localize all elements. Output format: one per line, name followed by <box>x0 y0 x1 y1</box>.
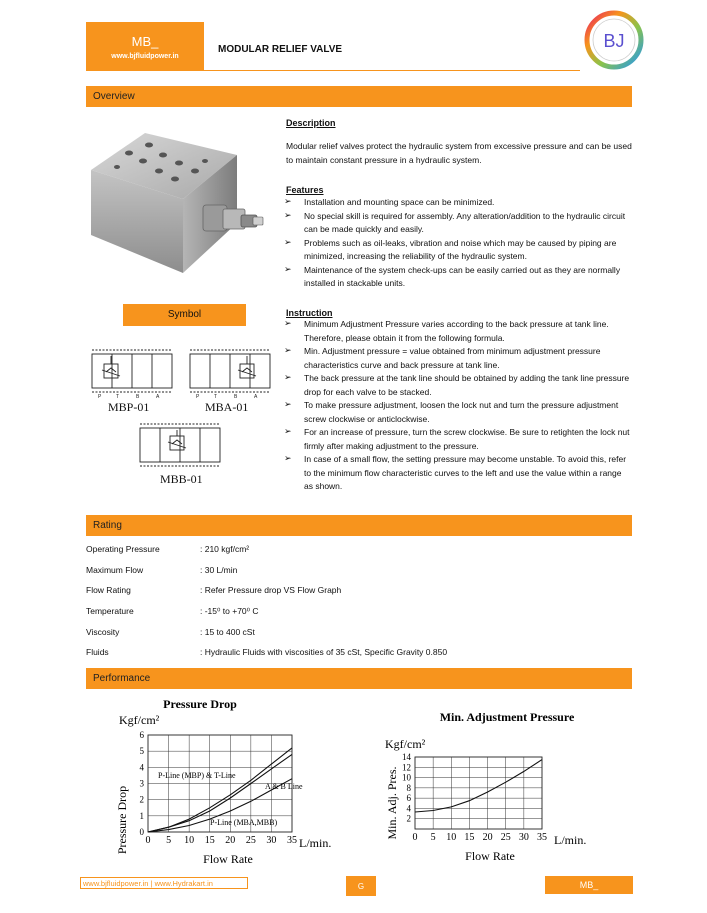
chart-annotation: A & B Line <box>265 782 303 791</box>
chart-title: Pressure Drop <box>163 697 237 711</box>
features-block <box>286 185 632 291</box>
y-tick-label: 5 <box>139 746 144 757</box>
port-label: P <box>196 394 200 400</box>
valve-product-image <box>85 125 270 275</box>
description-text: Modular relief valves protect the hydraulic system from excessive pressure and can be used to maintain constant pressure in a hydraulic system. <box>286 141 632 165</box>
document-title: MODULAR RELIEF VALVE <box>218 44 343 55</box>
rating-label: Temperature <box>86 606 134 616</box>
instruction-item: ➢ To make pressure adjustment, loosen the lock nut and turn the pressure adjustment screw clockwise or anticlockwise. <box>264 399 632 426</box>
symbol-label-mbb: MBB-01 <box>160 472 203 486</box>
bj-logo <box>583 9 645 71</box>
symbol-label-mbp: MBP-01 <box>108 400 150 414</box>
chart-annotation: P-Line (MBP) & T-Line <box>158 771 236 780</box>
y-tick-label: 2 <box>139 794 144 805</box>
y-tick-label: 10 <box>402 772 411 783</box>
x-tick-label: 0 <box>145 835 151 846</box>
rating-value: : 15 to 400 cSt <box>200 627 255 637</box>
feature-item: ➢ Installation and mounting space can be minimized. <box>264 196 632 210</box>
symbol-heading: Symbol <box>167 309 202 320</box>
y-tick-label: 14 <box>402 752 411 762</box>
symbol-mbp <box>92 350 172 392</box>
chart-title: Min. Adjustment Pressure <box>439 710 575 724</box>
x-tick-label: 25 <box>245 835 256 846</box>
footer-links[interactable]: www.bjfluidpower.in | www.Hydrakart.in <box>80 877 248 889</box>
features-heading: Features <box>286 185 324 195</box>
performance-heading: Performance <box>93 673 151 684</box>
symbol-mba <box>190 350 270 392</box>
instruction-item: ➢ Minimum Adjustment Pressure varies according to the back pressure at tank line. Therefore, please obtain it from the following formula. <box>264 318 632 345</box>
y-tick-label: 8 <box>406 782 411 793</box>
rating-value: : Refer Pressure drop VS Flow Graph <box>200 585 342 595</box>
port-label: A <box>156 394 160 400</box>
x-tick-label: 10 <box>446 832 457 843</box>
port-label: A <box>254 394 258 400</box>
rating-label: Flow Rating <box>86 585 131 595</box>
y-tick-label: 0 <box>139 827 144 837</box>
rating-value: : -15⁰ to +70⁰ C <box>200 606 259 616</box>
description-block <box>286 118 632 167</box>
logo-text: BJ <box>603 31 625 51</box>
rating-label: Maximum Flow <box>86 565 144 575</box>
chart-xlabel: Flow Rate <box>203 852 253 866</box>
chart-annotation: P-Line (MBA,MBB) <box>210 818 278 827</box>
port-label: P <box>98 394 102 400</box>
rating-value: : Hydraulic Fluids with viscosities of 35 cSt, Specific Gravity 0.850 <box>200 647 448 657</box>
feature-item: ➢ Maintenance of the system check-ups can be easily carried out as they are normally installed in stackable units. <box>264 264 632 291</box>
y-tick-label: 3 <box>139 778 144 789</box>
x-tick-label: 5 <box>166 835 172 846</box>
y-tick-label: 6 <box>139 730 144 740</box>
footer-code: MB_ <box>545 876 633 894</box>
y-tick-label: 6 <box>406 793 411 804</box>
chart-unit-label: Kgf/cm² <box>119 713 160 727</box>
header-url-link[interactable]: www.bjfluidpower.in <box>111 53 179 60</box>
chart-unit-label: Kgf/cm² <box>385 737 426 751</box>
chart-x-unit: L/min. <box>554 833 587 847</box>
symbol-label-mba: MBA-01 <box>205 400 249 414</box>
rating-label: Fluids <box>86 647 109 657</box>
instruction-item: ➢ For an increase of pressure, turn the screw clockwise. Be sure to retighten the lock nut firmly after making adjustment to the pressure. <box>264 426 632 453</box>
x-tick-label: 30 <box>266 835 277 846</box>
feature-item: ➢ Problems such as oil-leaks, vibration and noise which may be caused by piping are minimized, increasing the reliability of the hydraulic system. <box>264 237 632 264</box>
port-label: B <box>136 394 140 400</box>
rating-value: : 210 kgf/cm² <box>200 544 250 554</box>
x-tick-label: 35 <box>537 832 547 843</box>
instruction-block <box>286 308 632 494</box>
footer-page-label: G <box>346 876 376 896</box>
rating-value: : 30 L/min <box>200 565 238 575</box>
chart-x-unit: L/min. <box>299 836 332 850</box>
pressure-drop-chart <box>110 692 350 870</box>
chart-ylabel: Pressure Drop <box>115 785 129 855</box>
instruction-item: ➢ The back pressure at the tank line should be obtained by adding the tank line pressure drop for each valve to be stacked. <box>264 372 632 399</box>
instruction-heading: Instruction <box>286 308 333 318</box>
feature-item: ➢ No special skill is required for assembly. Any alteration/addition to the hydraulic circuit can be made quickly and easily. <box>264 210 632 237</box>
rating-label: Operating Pressure <box>86 544 160 554</box>
min-adjustment-pressure-chart <box>382 705 632 867</box>
y-tick-label: 1 <box>139 810 144 821</box>
x-tick-label: 35 <box>287 835 297 846</box>
product-code: MB_ <box>131 34 159 49</box>
symbol-section-bar <box>123 304 246 326</box>
x-tick-label: 30 <box>518 832 529 843</box>
port-label: T <box>116 394 120 400</box>
y-tick-label: 4 <box>406 803 411 814</box>
performance-section-bar <box>86 668 632 689</box>
x-tick-label: 25 <box>500 832 511 843</box>
overview-heading: Overview <box>93 91 135 102</box>
x-tick-label: 20 <box>482 832 493 843</box>
port-label: T <box>214 394 218 400</box>
instruction-item: ➢ Min. Adjustment pressure = value obtained from minimum adjustment pressure characteristics curve and back pressure at tank line. <box>264 345 632 372</box>
symbol-mbb <box>140 424 220 466</box>
y-tick-label: 4 <box>139 762 144 773</box>
x-tick-label: 15 <box>464 832 475 843</box>
y-tick-label: 2 <box>406 813 411 824</box>
rating-heading: Rating <box>93 520 122 531</box>
header-code-box <box>86 22 204 70</box>
overview-section-bar <box>86 86 632 107</box>
rating-label: Viscosity <box>86 627 120 637</box>
x-tick-label: 0 <box>412 832 418 843</box>
header-divider <box>86 70 580 71</box>
x-tick-label: 5 <box>430 832 436 843</box>
rating-section-bar <box>86 515 632 536</box>
description-heading: Description <box>286 118 336 128</box>
instruction-item: ➢ In case of a small flow, the setting pressure may become unstable. To avoid this, refer to the minimum flow characteristic curves to the left and use the value within a range as shown. <box>264 453 632 494</box>
x-tick-label: 10 <box>184 835 195 846</box>
chart-xlabel: Flow Rate <box>465 849 515 863</box>
x-tick-label: 15 <box>204 835 215 846</box>
port-label: B <box>234 394 238 400</box>
plot-frame <box>415 757 542 829</box>
x-tick-label: 20 <box>225 835 236 846</box>
chart-ylabel: Min. Adj. Pres. <box>385 766 399 840</box>
y-tick-label: 12 <box>402 762 411 773</box>
